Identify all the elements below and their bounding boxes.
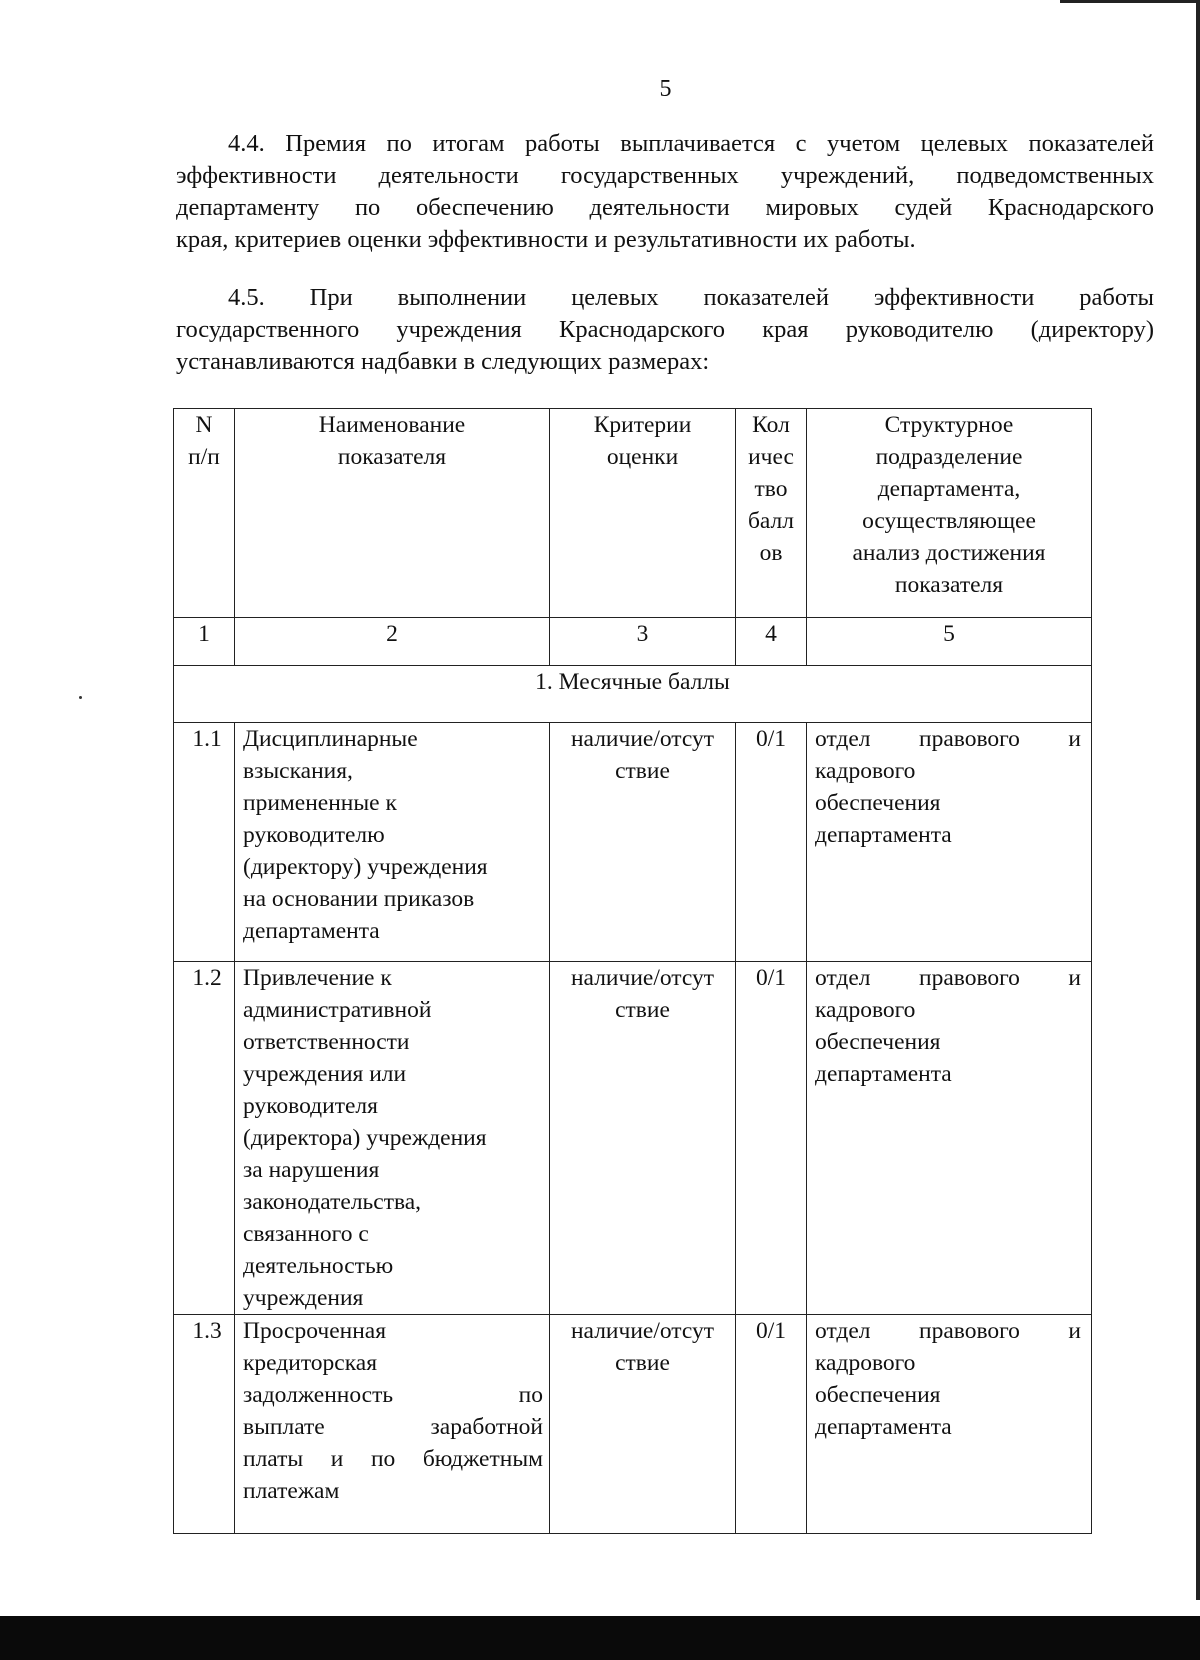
column-number: 2 — [235, 618, 550, 666]
column-number: 1 — [174, 618, 235, 666]
row-indicator-name: Просроченная кредиторская задолженность по выплате заработной платы и по бюджетным платежам — [235, 1315, 550, 1534]
paragraph-line: 4.4. Премия по итогам работы выплачивается с учетом целевых показателей — [228, 130, 1154, 157]
row-criteria: наличие/отсут ствие — [550, 1315, 736, 1534]
table-row — [174, 962, 1092, 1315]
row-points: 0/1 — [736, 1315, 807, 1534]
header-department: Структурное подразделение департамента, осуществляющее анализ достижения показателя — [807, 409, 1092, 618]
column-number-row — [174, 618, 1092, 666]
row-criteria: наличие/отсут ствие — [550, 962, 736, 1315]
row-points: 0/1 — [736, 962, 807, 1315]
header-number: N п/п — [174, 409, 235, 618]
row-criteria: наличие/отсут ствие — [550, 723, 736, 962]
row-department: отдел правового и кадрового обеспечения департамента — [807, 962, 1092, 1315]
row-department: отдел правового и кадрового обеспечения департамента — [807, 723, 1092, 962]
header-criteria: Критерии оценки — [550, 409, 736, 618]
section-row — [174, 666, 1092, 723]
scan-edge-top — [1060, 0, 1200, 3]
paragraph-line: 4.5. При выполнении целевых показателей эффективности работы — [228, 284, 1154, 311]
table-row — [174, 723, 1092, 962]
scan-edge-bottom — [0, 1616, 1200, 1660]
table-header-row — [174, 409, 1092, 618]
row-indicator-name: Дисциплинарные взыскания, примененные к руководителю (директору) учреждения на основании приказов департамента — [235, 723, 550, 962]
paragraph-line: государственного учреждения Краснодарского края руководителю (директору) — [176, 316, 1154, 343]
paragraph-line: эффективности деятельности государственных учреждений, подведомственных — [176, 162, 1154, 189]
row-number: 1.1 — [174, 723, 235, 962]
row-indicator-name: Привлечение к административной ответственности учреждения или руководителя (директора) учреждения за нарушения законодательства, связанного с деятельностью учреждения — [235, 962, 550, 1315]
paragraph-line: устанавливаются надбавки в следующих размерах: — [176, 348, 710, 375]
paragraph-4-4 — [176, 128, 1154, 256]
column-number: 4 — [736, 618, 807, 666]
row-points: 0/1 — [736, 723, 807, 962]
column-number: 3 — [550, 618, 736, 666]
criteria-table — [173, 408, 1092, 1534]
header-points: Кол ичес тво балл ов — [736, 409, 807, 618]
table-row — [174, 1315, 1092, 1534]
row-number: 1.2 — [174, 962, 235, 1315]
row-number: 1.3 — [174, 1315, 235, 1534]
section-title: 1. Месячные баллы — [174, 666, 1092, 723]
scan-speck — [79, 696, 82, 699]
scan-edge-right — [1196, 0, 1200, 1600]
column-number: 5 — [807, 618, 1092, 666]
page-number: 5 — [659, 76, 672, 102]
paragraph-4-5 — [176, 282, 1154, 378]
row-department: отдел правового и кадрового обеспечения департамента — [807, 1315, 1092, 1534]
paragraph-line: края, критериев оценки эффективности и результативности их работы. — [176, 226, 916, 253]
paragraph-line: департаменту по обеспечению деятельности мировых судей Краснодарского — [176, 194, 1154, 221]
header-indicator-name: Наименование показателя — [235, 409, 550, 618]
